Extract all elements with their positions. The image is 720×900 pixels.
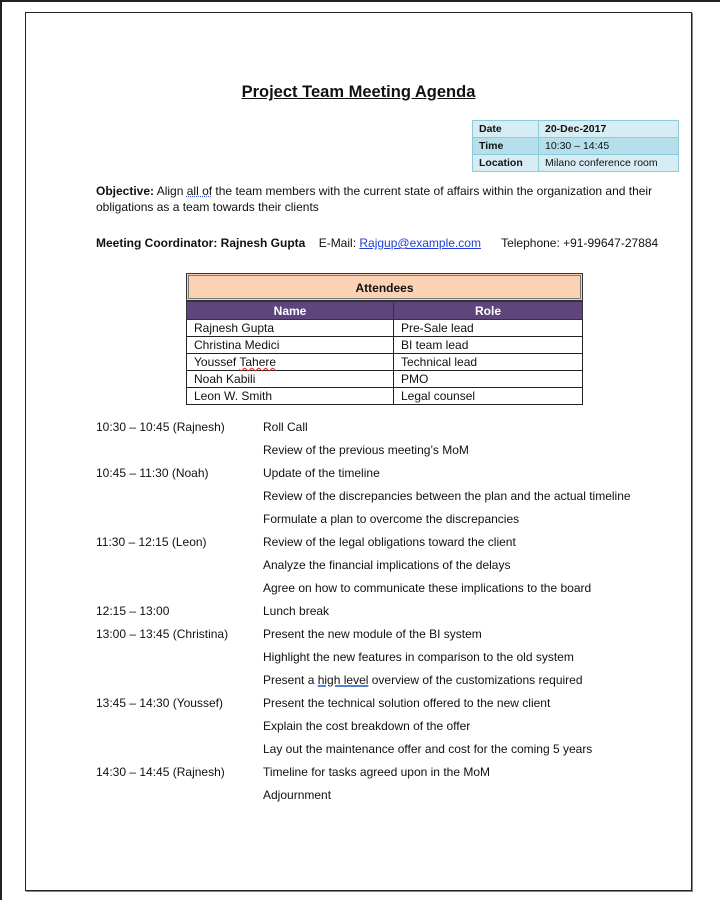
email-label: E-Mail: [318,236,357,250]
agenda-time: 13:00 – 13:45 (Christina) [96,627,229,641]
telephone-text: Telephone: +91-99647-27884 [501,236,659,250]
info-row-date [473,121,679,138]
info-key: Time [473,138,539,155]
attendees-header-row [187,302,583,320]
table-row [187,388,583,405]
agenda-time: 10:45 – 11:30 (Noah) [96,466,209,480]
attendee-role: Legal counsel [394,388,583,405]
meeting-info-table [472,120,679,172]
info-row-location [473,155,679,172]
attendee-role: PMO [394,371,583,388]
coordinator-label: Meeting Coordinator: Rajnesh Gupta [96,236,306,250]
objective-paragraph [96,183,656,215]
attendees-section [186,273,583,405]
document-page[interactable] [25,12,692,891]
attendee-role: Pre-Sale lead [394,320,583,337]
agenda-item: Timeline for tasks agreed upon in the MoM [263,765,490,779]
attendee-name: Noah Kabili [187,371,394,388]
email-link[interactable]: Rajgup@example.com [359,236,481,250]
agenda-time: 12:15 – 13:00 [96,604,170,618]
attendees-table [186,301,583,405]
grammar-flagged-text[interactable]: high level [317,673,369,687]
agenda-item: Review of the previous meeting’s MoM [263,443,469,457]
agenda-item-text: Present a [263,673,318,687]
objective-text: Align [154,184,187,198]
agenda-item: Formulate a plan to overcome the discrepancies [263,512,520,526]
attendee-role: BI team lead [394,337,583,354]
table-row [187,320,583,337]
attendee-name: Leon W. Smith [187,388,394,405]
column-header-role: Role [394,302,583,320]
objective-label: Objective: [96,184,155,198]
grammar-flagged-text[interactable]: all of [186,184,213,198]
agenda-time: 11:30 – 12:15 (Leon) [96,535,207,549]
agenda-item: Present the technical solution offered to the new client [263,696,551,710]
agenda-item: Highlight the new features in comparison to the old system [263,650,574,664]
attendee-role: Technical lead [394,354,583,371]
info-value: 20-Dec-2017 [539,121,679,138]
agenda-item: Present the new module of the BI system [263,627,482,641]
window-frame-left [0,0,2,900]
agenda-item: Roll Call [263,420,308,434]
agenda-item: Update of the timeline [263,466,380,480]
agenda-item: Review of the discrepancies between the plan and the actual timeline [263,489,631,503]
table-row [187,337,583,354]
agenda-item: Review of the legal obligations toward the client [263,535,516,549]
attendee-name [187,354,394,371]
table-row [187,354,583,371]
info-value: 10:30 – 14:45 [539,138,679,155]
window-frame-top [0,0,720,2]
agenda-item: Analyze the financial implications of the delays [263,558,511,572]
agenda-item [263,672,583,688]
spelling-flagged-text[interactable]: Tahere [239,355,277,369]
agenda-item: Lay out the maintenance offer and cost for the coming 5 years [263,742,593,756]
agenda-time: 10:30 – 10:45 (Rajnesh) [96,420,225,434]
agenda-time: 14:30 – 14:45 (Rajnesh) [96,765,225,779]
attendee-name: Rajnesh Gupta [187,320,394,337]
agenda-item: Lunch break [263,604,330,618]
agenda-item: Agree on how to communicate these implications to the board [263,581,592,595]
table-row [187,371,583,388]
objective-text-rest: the team members with the current state of affairs within the organization and their obligations as a team towards their clients [96,184,653,214]
agenda-item: Adjournment [263,788,332,802]
info-value: Milano conference room [539,155,679,172]
agenda-item: Explain the cost breakdown of the offer [263,719,471,733]
attendee-first-name: Youssef [194,355,240,369]
agenda-item-text-rest: overview of the customizations required [368,673,583,687]
column-header-name: Name [187,302,394,320]
agenda-time: 13:45 – 14:30 (Youssef) [96,696,223,710]
info-row-time [473,138,679,155]
coordinator-line [96,236,658,250]
attendees-title: Attendees [186,273,583,301]
document-title: Project Team Meeting Agenda [241,83,476,101]
info-key: Date [473,121,539,138]
attendee-name: Christina Medici [187,337,394,354]
info-key: Location [473,155,539,172]
